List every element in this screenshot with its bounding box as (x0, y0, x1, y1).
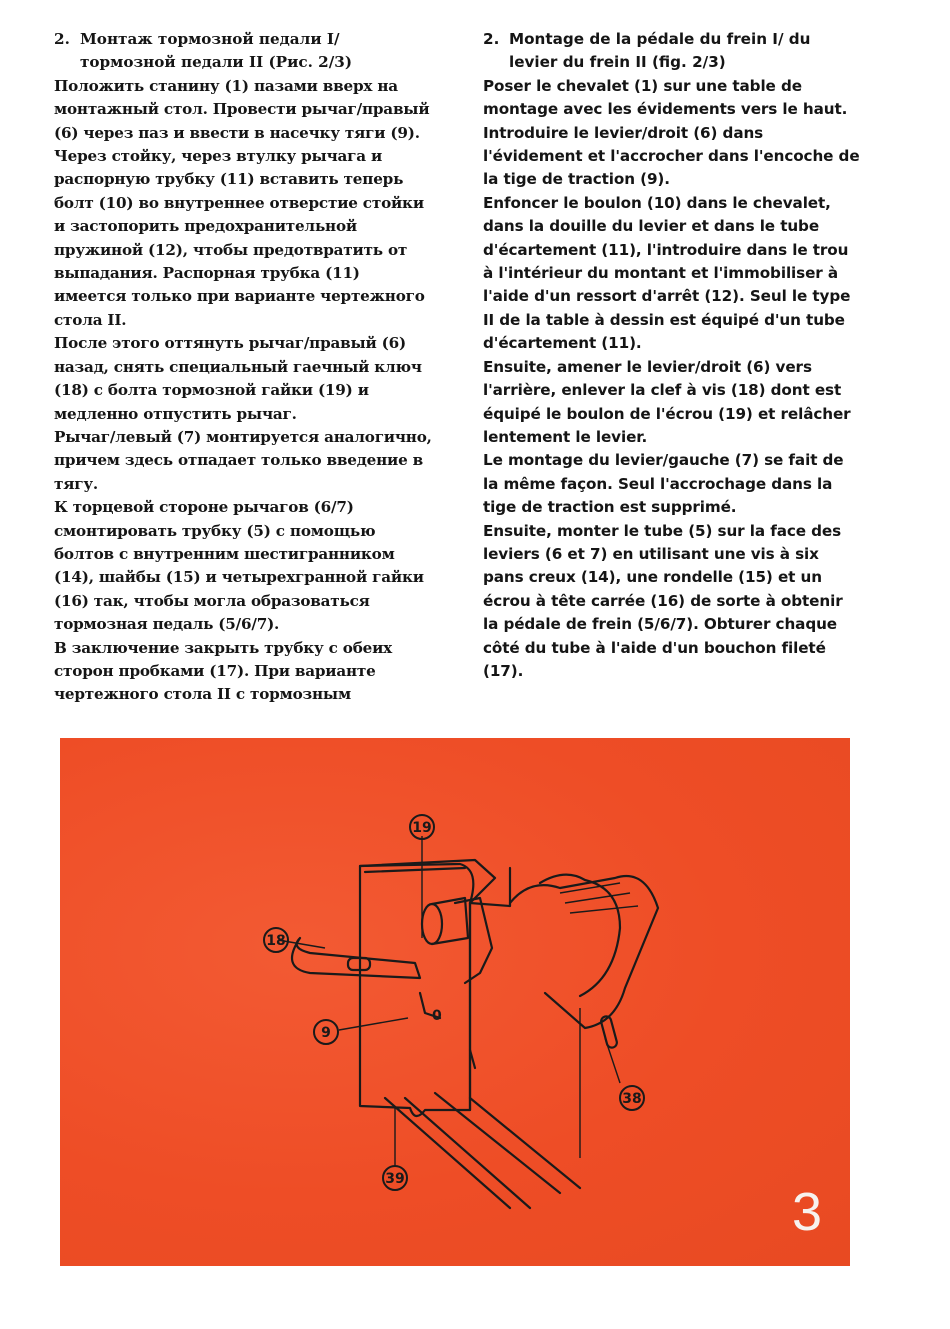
french-column (483, 28, 863, 683)
french-heading (483, 28, 863, 75)
svg-text:9: 9 (321, 1025, 331, 1041)
callout-18 (264, 928, 288, 952)
french-heading-text: Montage de la pédale du frein I/ du levier du frein II (fig. 2/3) (509, 30, 811, 72)
french-section-number: 2. (483, 30, 500, 48)
pedal-lever-curve (540, 875, 620, 996)
pedal-lever-outline (510, 876, 658, 1028)
part-mark: 0 (432, 1008, 442, 1024)
russian-paragraph-2: После этого оттянуть рычаг/правый (6) назад, снять специальный гаечный ключ (18) с болта тормозной гайки (19) и медленно отпустить рычаг. (54, 334, 422, 423)
french-paragraph-2: Enfoncer le boulon (10) dans le chevalet, dans la douille du levier et dans le tube d'écartement (11), l'introduire dans le trou à l'intérieur du montant et l'immobiliser à l'aide d'un ressort d'arrêt (12). Seul le type II de la table à dessin est équipé d'un tube d'écartement (11). (483, 193, 851, 353)
bracket (455, 898, 492, 983)
nut-19 (422, 904, 442, 944)
pedal-ridge-1 (560, 883, 620, 893)
pedal-ridge-2 (565, 893, 630, 903)
french-paragraph-1: Poser le chevalet (1) sur une table de montage avec les évidements vers le haut. Introduire le levier/droit (6) dans l'évidement et l'accrocher dans l'encoche de la tige de traction (9). (483, 76, 860, 189)
assembly-figure (60, 738, 850, 1266)
frame-side (470, 868, 510, 1110)
russian-column (54, 28, 432, 707)
svg-text:38: 38 (622, 1091, 642, 1107)
russian-paragraph-4: К торцевой стороне рычагов (6/7) смонтировать трубку (5) с помощью болтов с внутренним шестигранником (14), шайбы (15) и четырехгранной гайки (16) так, чтобы могла образоваться тормозная педаль (5/6/7). (54, 498, 424, 634)
french-paragraph-4: Le montage du levier/gauche (7) se fait de la même façon. Seul l'accrochage dans la tige de traction est supprimé. (483, 451, 844, 517)
russian-paragraph-1: Положить станину (1) пазами вверх на монтажный стол. Провести рычаг/правый (6) через паз и ввести в насечку тяги (9). Через стойку, через втулку рычага и распорную трубку (11) вставить теперь болт (10) во внутреннее отверстие стойки и застопорить предохранительной пружиной (12), чтобы предотвратить от выпадания. Распорная трубка (11) имеется только при варианте чертежного стола II. (54, 76, 430, 329)
figure-number: 3 (791, 1182, 822, 1242)
pedal-ridge-3 (570, 906, 638, 913)
callout-39 (383, 1166, 407, 1190)
brake-pedal-drawing (60, 738, 850, 1266)
russian-heading-text: Монтаж тормозной педали I/тормозной педали II (Рис. 2/3) (80, 30, 353, 72)
russian-section-number: 2. (54, 30, 70, 48)
svg-text:19: 19 (412, 820, 432, 836)
frame-inner-edge (365, 868, 465, 872)
french-paragraph-5: Ensuite, monter le tube (5) sur la face des leviers (6 et 7) en utilisant une vis à six pans creux (14), une rondelle (15) et un écrou à tête carrée (16) de sorte à obtenir la pédale de frein (5/6/7). Obturer chaque côté du tube à l'aide d'un bouchon fileté (17). (483, 521, 843, 680)
tube-line-4 (470, 1098, 580, 1188)
callout-38 (620, 1086, 644, 1110)
russian-heading (54, 28, 432, 75)
french-paragraph-3: Ensuite, amener le levier/droit (6) vers l'arrière, enlever la clef à vis (18) dont est équipé le boulon de l'écrou (19) et relâcher lentement le levier. (483, 357, 851, 446)
svg-text:39: 39 (385, 1171, 405, 1187)
leader-9 (339, 1018, 408, 1030)
callout-19 (410, 815, 434, 839)
russian-paragraph-5: В заключение закрыть трубку с обеих сторон пробками (17). При варианте чертежного стола II с тормозным (54, 638, 393, 704)
leader-38 (605, 1038, 620, 1083)
svg-text:18: 18 (266, 933, 286, 949)
bolt-body (432, 898, 468, 944)
callout-9 (314, 1020, 338, 1044)
russian-paragraph-3: Рычаг/левый (7) монтируется аналогично, причем здесь отпадает только введение в тягу. (54, 427, 432, 493)
